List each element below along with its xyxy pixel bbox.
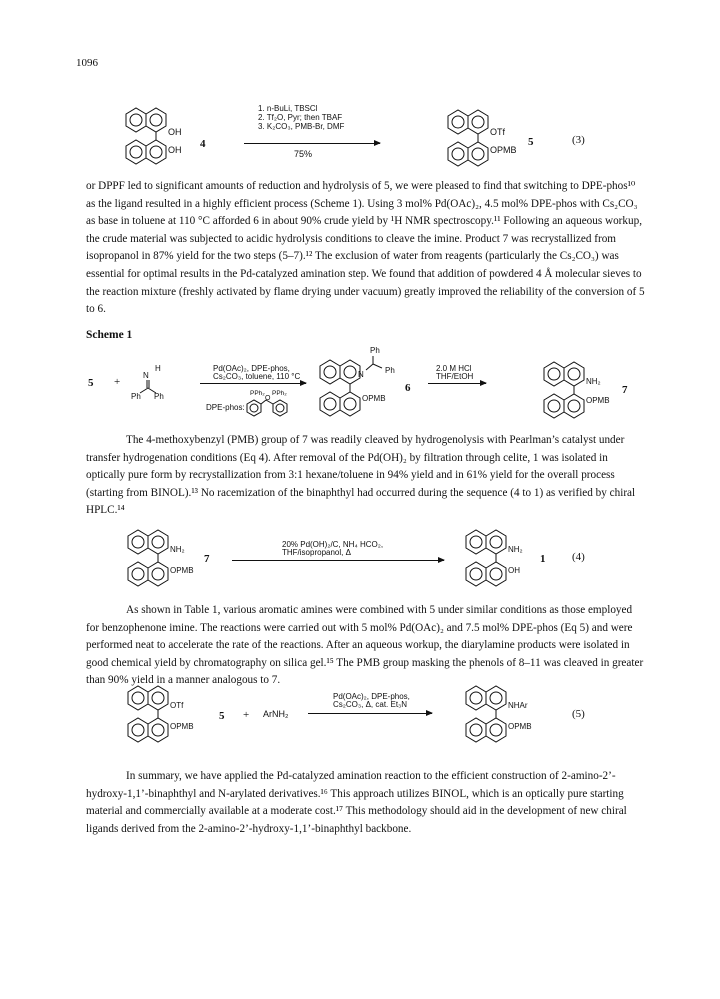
product-5-structure	[438, 110, 498, 170]
prod6-ph-right: Ph	[385, 366, 395, 375]
dpephos-o: O	[265, 395, 271, 402]
scheme1-conditions-1: Pd(OAc)₂, DPE-phos,	[213, 364, 290, 373]
eq5-compound-5-number: 5	[219, 710, 225, 722]
scheme1-plus: +	[114, 376, 121, 388]
prod6-n: N	[358, 370, 364, 379]
product-7-structure	[534, 362, 594, 422]
imine-ph-right: Ph	[154, 392, 164, 401]
product-1-structure	[456, 530, 516, 590]
eq3-arrow	[244, 143, 380, 144]
paragraph-1: or DPPF led to significant amounts of reduction and hydrolysis of 5, we were pleased to find that switching to DPE-phos¹⁰ as the ligand resulted in a highly efficient process (Scheme 1). Using 3 mol% Pd(OAc)₂, 4.5 mol% DPE-phos with Cs₂CO₃ as base in toluene at 110 °C afforded 6 in about 90% crude yield by ¹H NMR spectroscopy.¹¹ Following an aqueous workup, the crude material was subjected to acidic hydrolysis conditions to cleave the imine. Product 7 was recrystallized from isopropanol in 87% yield for the two steps (5–7).¹² The exclusion of water from reagents (particularly the Cs₂CO₃) was essential for optimal results in the Pd-catalyzed amination step. We found that addition of powdered 4 Å molecular sieves to the reaction mixture (freshly activated by flame drying under vacuum) greatly improved the reliability of the conversion of 5 to 6.	[86, 180, 645, 316]
scheme1-reagent-5: 5	[88, 377, 94, 389]
imine-n: N	[143, 371, 149, 380]
paragraph-3: As shown in Table 1, various aromatic amines were combined with 5 under similar conditions as those employed for benzophenone imine. The reactions were carried out with 5 mol% Pd(OAc)₂ and 7.5 mol% DPE-phos (Eq 5) and were performed neat to accelerate the rate of the reactions. After an aqueous workup, the diarylamine products were isolated in good chemical yield by chromatography on silica gel.¹⁵ The PMB group masking the phenols of 8–11 was cleaved in greater than 90% yield in a manner analogous to 7.	[86, 604, 644, 687]
eq4-prod-oh: OH	[508, 566, 520, 575]
scheme1-arrow-1	[200, 383, 306, 384]
eq5-product-structure	[456, 686, 516, 746]
compound-4-number: 4	[200, 138, 206, 150]
hydrolysis-condition-1: 2.0 M HCl	[436, 364, 472, 373]
hydrolysis-condition-2: THF/EtOH	[436, 372, 474, 381]
eq4-condition-1: 20% Pd(OH)₂/C, NH₄ HCO₂,	[282, 540, 384, 549]
eq3-condition-3: 3. K₂CO₃, PMB-Br, DMF	[258, 122, 345, 131]
product-6-imine-bonds	[360, 354, 390, 374]
dpephos-label: DPE-phos:	[206, 403, 245, 412]
eq5-condition-2: Cs₂CO₃, Δ, cat. Et₃N	[333, 700, 408, 709]
prod7-nh2: NH₂	[586, 377, 601, 386]
eq5-start-otf: OTf	[170, 701, 184, 710]
eq3-start-oh-bottom: OH	[168, 145, 182, 155]
scheme1-conditions-2: Cs₂CO₃, toluene, 110 °C	[213, 372, 301, 381]
scheme-1-heading: Scheme 1	[86, 329, 133, 341]
imine-h: H	[155, 364, 161, 373]
prod6-opmb: OPMB	[362, 394, 386, 403]
eq3-yield: 75%	[294, 149, 313, 159]
binol-structure-4	[116, 108, 176, 168]
eq4-prod-nh2: NH₂	[508, 545, 523, 554]
page-number: 1096	[76, 57, 98, 69]
eq4-start-structure	[118, 530, 178, 590]
paragraph-4: In summary, we have applied the Pd-catalyzed amination reaction to the efficient construction of 2-amino-2’-hydroxy-1,1’-binaphthyl and N-arylated derivatives.¹⁶ This approach utilizes BINOL, which is an optically pure starting material and commercially available at a moderate cost.¹⁷ This methodology should aid in the development of new chiral ligands derived from the 2-amino-2’-hydroxy-1,1’-binaphthyl backbone.	[86, 770, 627, 835]
eq5-start-structure	[118, 686, 178, 746]
scheme1-arrow-2	[428, 383, 486, 384]
eq3-product-opmb: OPMB	[490, 145, 517, 155]
eq4-condition-2: THF/isopropanol, Δ	[282, 548, 351, 557]
eq5-start-opmb: OPMB	[170, 722, 194, 731]
compound-5-number: 5	[528, 136, 534, 148]
eq3-condition-2: 2. Tf₂O, Pyr; then TBAF	[258, 113, 343, 122]
equation-4-label: (4)	[572, 551, 585, 563]
imine-ph-left: Ph	[131, 392, 141, 401]
eq3-start-oh-top: OH	[168, 127, 182, 137]
compound-7-number: 7	[622, 384, 628, 396]
eq5-condition-1: Pd(OAc)₂, DPE-phos,	[333, 692, 410, 701]
eq5-prod-opmb: OPMB	[508, 722, 532, 731]
compound-6-number: 6	[405, 382, 411, 394]
eq5-plus: +	[243, 709, 250, 721]
paragraph-2: The 4-methoxybenzyl (PMB) group of 7 was readily cleaved by hydrogenolysis with Pearlman’s catalyst under transfer hydrogenation conditions (Eq 4). After removal of the Pd(OH)₂ by filtration through celite, 1 was isolated in optically pure form by recrystallization from 3:1 hexane/toluene in 94% yield and in 61% yield for the overall process (starting from BINOL).¹³ No racemization of the binaphthyl had occurred during the sequence (4 to 1) as verified by chiral HPLC.¹⁴	[86, 434, 636, 517]
prod6-ph-top: Ph	[370, 346, 380, 355]
eq5-prod-nhar: NHAr	[508, 701, 528, 710]
eq4-start-opmb: OPMB	[170, 566, 194, 575]
eq5-amine: ArNH₂	[263, 709, 289, 719]
dpephos-pph2-b: PPh₂	[272, 390, 287, 397]
prod7-opmb: OPMB	[586, 396, 610, 405]
eq4-compound-7-number: 7	[204, 553, 210, 565]
eq4-arrow	[232, 560, 444, 561]
equation-3-label: (3)	[572, 134, 585, 146]
dpephos-pph2-a: PPh₂	[250, 390, 265, 397]
compound-1-number: 1	[540, 553, 546, 565]
equation-5-label: (5)	[572, 708, 585, 720]
eq4-start-nh2: NH₂	[170, 545, 185, 554]
eq3-condition-1: 1. n-BuLi, TBSCl	[258, 104, 318, 113]
eq3-product-otf: OTf	[490, 127, 505, 137]
eq5-arrow	[308, 713, 432, 714]
